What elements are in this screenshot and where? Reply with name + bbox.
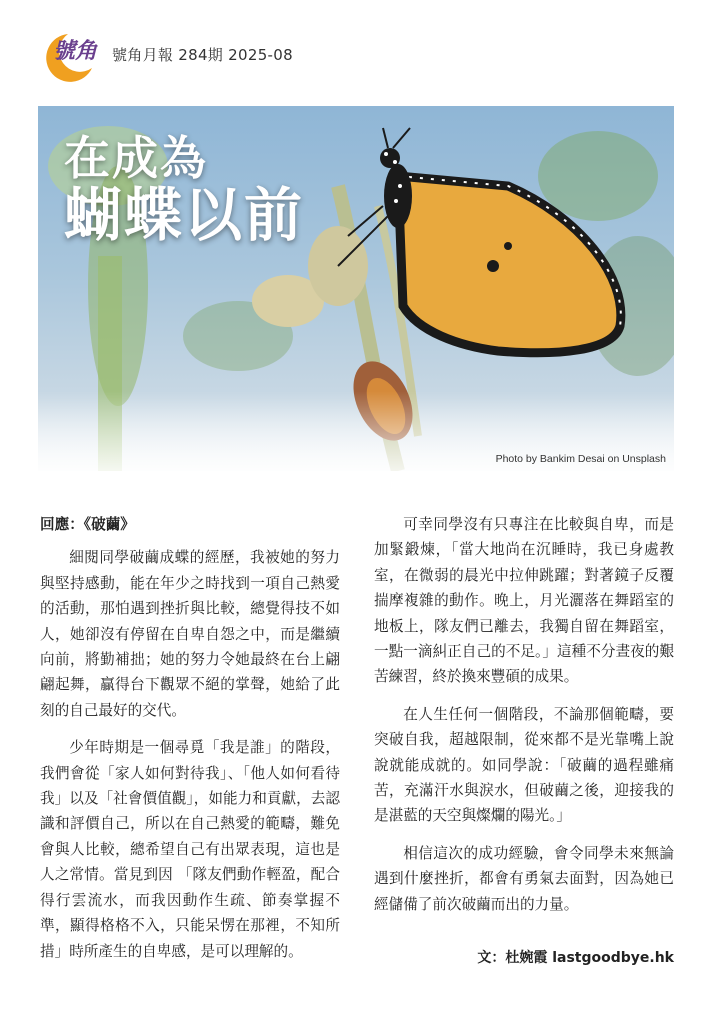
moon-horn-logo-icon [38, 28, 100, 84]
hero-image [38, 106, 674, 471]
article-column-left [40, 512, 340, 976]
hero-title-line1: 在成為 [64, 131, 208, 185]
paragraph: 相信這次的成功經驗，會令同學未來無論遇到什麼挫折，都會有勇氣去面對，因為她已經儲備了前次破繭而出的力量。 [374, 844, 674, 913]
paragraph: 少年時期是一個尋覓「我是誰」的階段，我們會從「家人如何對待我」、「他人如何看待我」以及「社會價值觀」，如能力和貢獻，去認識和評價自己，所以在自己熱愛的範疇，難免會與人比較，總希望自己有出眾表現，這也是人之常情。當見到因 「隊友們動作輕盈，配合得行雲流水，而我因動作生疏、節奏掌握不準，顯得格格不入，只能呆愣在那裡，不知所措」時所產生的自卑感，是可以理解的。 [40, 739, 340, 960]
issue-info: 號角月報 284期 2025-08 [112, 46, 293, 64]
author-byline: 文：杜婉霞 lastgoodbye.hk [477, 950, 674, 966]
hero-title [64, 131, 305, 249]
article-heading: 回應：《破繭》 [40, 516, 135, 533]
photo-credit: Photo by Bankim Desai on Unsplash [495, 453, 666, 465]
magazine-logo [38, 28, 100, 84]
hero-title-line2: 蝴蝶以前 [64, 180, 305, 249]
paragraph: 細閱同學破繭成蝶的經歷，我被她的努力與堅持感動，能在年少之時找到一項自己熱愛的活動，那怕遇到挫折與比較，總覺得技不如人，她卻沒有停留在自卑自怨之中，而是繼續向前，將勤補拙；她的努力令她最終在台上翩翩起舞，贏得台下觀眾不絕的掌聲，她給了此刻的自己最好的交代。 [40, 549, 340, 719]
logo-text: 號角 [53, 38, 98, 64]
paragraph: 可幸同學沒有只專注在比較與自卑，而是加緊鍛煉，「當大地尚在沉睡時，我已身處教室，在微弱的晨光中拉伸跳躍；對著鏡子反覆揣摩複雜的動作。晚上，月光灑落在舞蹈室的地板上，隊友們已離去，我獨自留在舞蹈室，一點一滴糾正自己的不足。」這種不分晝夜的艱苦練習，終於換來豐碩的成果。 [374, 516, 674, 686]
paragraph: 在人生任何一個階段，不論那個範疇，要突破自我，超越限制，從來都不是光靠嘴上說說就能成就的。如同學說：「破繭的過程雖痛苦，充滿汗水與淚水，但破繭之後，迎接我的是湛藍的天空與燦爛的陽光。」 [374, 705, 674, 825]
article-column-right [374, 512, 674, 929]
